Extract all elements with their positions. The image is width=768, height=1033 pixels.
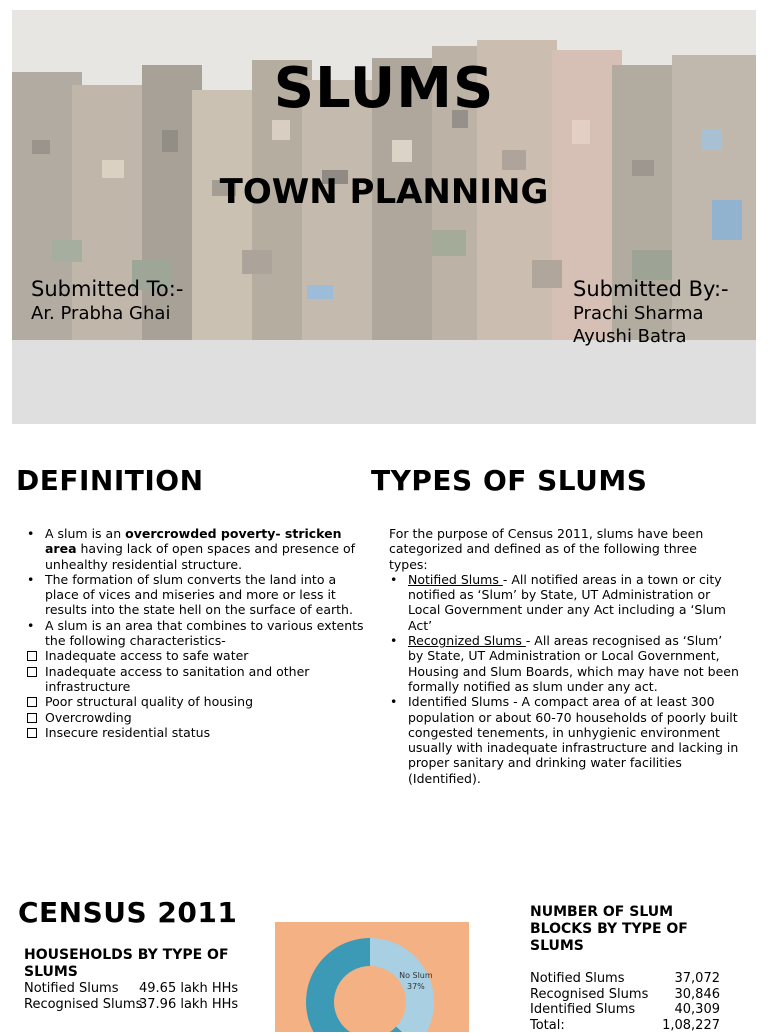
donut-svg (275, 922, 469, 1032)
list-item: • A slum is an overcrowded poverty- stricken area having lack of open spaces and presence of unhealthy residential structure. (26, 526, 371, 572)
blocks-heading: NUMBER OF SLUM BLOCKS BY TYPE OF SLUMS (530, 904, 720, 955)
households-heading: HOUSEHOLDS BY TYPE OF SLUMS (24, 947, 244, 981)
types-body (389, 526, 739, 786)
households-list (24, 981, 238, 1012)
list-item: • Notified Slums - All notified areas in a town or city notified as ‘Slum’ by State, UT Administration or Local Government under any Act including a ‘Slum Act’ (389, 572, 739, 633)
bullet-icon: • (27, 618, 34, 633)
title-slide (12, 10, 756, 424)
list-item: Total: 1,08,227 (530, 1018, 720, 1033)
definition-heading: DEFINITION (16, 464, 204, 497)
checkbox-bullet-icon (27, 713, 37, 723)
slide-title: SLUMS (12, 56, 756, 121)
submitted-by-block (573, 276, 729, 348)
slice-label: No Slum (399, 971, 433, 980)
submitted-by-name: Prachi Sharma (573, 302, 729, 325)
characteristic-item: Insecure residential status (26, 725, 371, 740)
types-heading: TYPES OF SLUMS (371, 464, 647, 497)
list-item: • Recognized Slums - All areas recognised as ‘Slum’ by State, UT Administration or Local Government, Housing and Slum Boards, which may have not been formally notified as slum under any act. (389, 633, 739, 694)
submitted-by-label: Submitted By:- (573, 276, 729, 302)
list-item: Identified Slums 40,309 (530, 1002, 720, 1018)
characteristic-item: Inadequate access to safe water (26, 648, 371, 663)
list-item: Notified Slums 37,072 (530, 971, 720, 987)
submitted-to-name: Ar. Prabha Ghai (31, 302, 183, 325)
list-item: Recognised Slums37.96 lakh HHs (24, 997, 238, 1013)
list-item: • A slum is an area that combines to various extents the following characteristics- (26, 618, 371, 649)
definition-body (26, 526, 371, 740)
slice-percent-label: 37% (407, 982, 425, 991)
characteristic-item: Overcrowding (26, 710, 371, 725)
bullet-icon: • (27, 526, 34, 541)
checkbox-bullet-icon (27, 728, 37, 738)
bullet-icon: • (390, 694, 397, 709)
checkbox-bullet-icon (27, 697, 37, 707)
submitted-by-name: Ayushi Batra (573, 325, 729, 348)
list-item: Recognised Slums 30,846 (530, 987, 720, 1003)
submitted-to-block (31, 276, 183, 325)
characteristic-item: Inadequate access to sanitation and other infrastructure (26, 664, 371, 695)
bullet-icon: • (27, 572, 34, 587)
census-title: CENSUS 2011 (18, 896, 237, 929)
bullet-icon: • (390, 572, 397, 587)
bullet-icon: • (390, 633, 397, 648)
types-intro: For the purpose of Census 2011, slums have been categorized and defined as of the following three types: (389, 526, 739, 572)
checkbox-bullet-icon (27, 667, 37, 677)
list-item: Notified Slums 49.65 lakh HHs (24, 981, 238, 997)
submitted-to-label: Submitted To:- (31, 276, 183, 302)
checkbox-bullet-icon (27, 651, 37, 661)
slide-subtitle: TOWN PLANNING (12, 172, 756, 212)
list-item: • The formation of slum converts the land into a place of vices and miseries and more or less it results into the state hell on the surface of earth. (26, 572, 371, 618)
list-item: • Identified Slums - A compact area of at least 300 population or about 60-70 households of poorly built congested tenements, in unhygienic environment usually with inadequate infrastructure and lacking in proper sanitary and drinking water facilities (Identified). (389, 694, 739, 786)
characteristic-item: Poor structural quality of housing (26, 694, 371, 709)
slum-donut-chart (275, 922, 469, 1032)
